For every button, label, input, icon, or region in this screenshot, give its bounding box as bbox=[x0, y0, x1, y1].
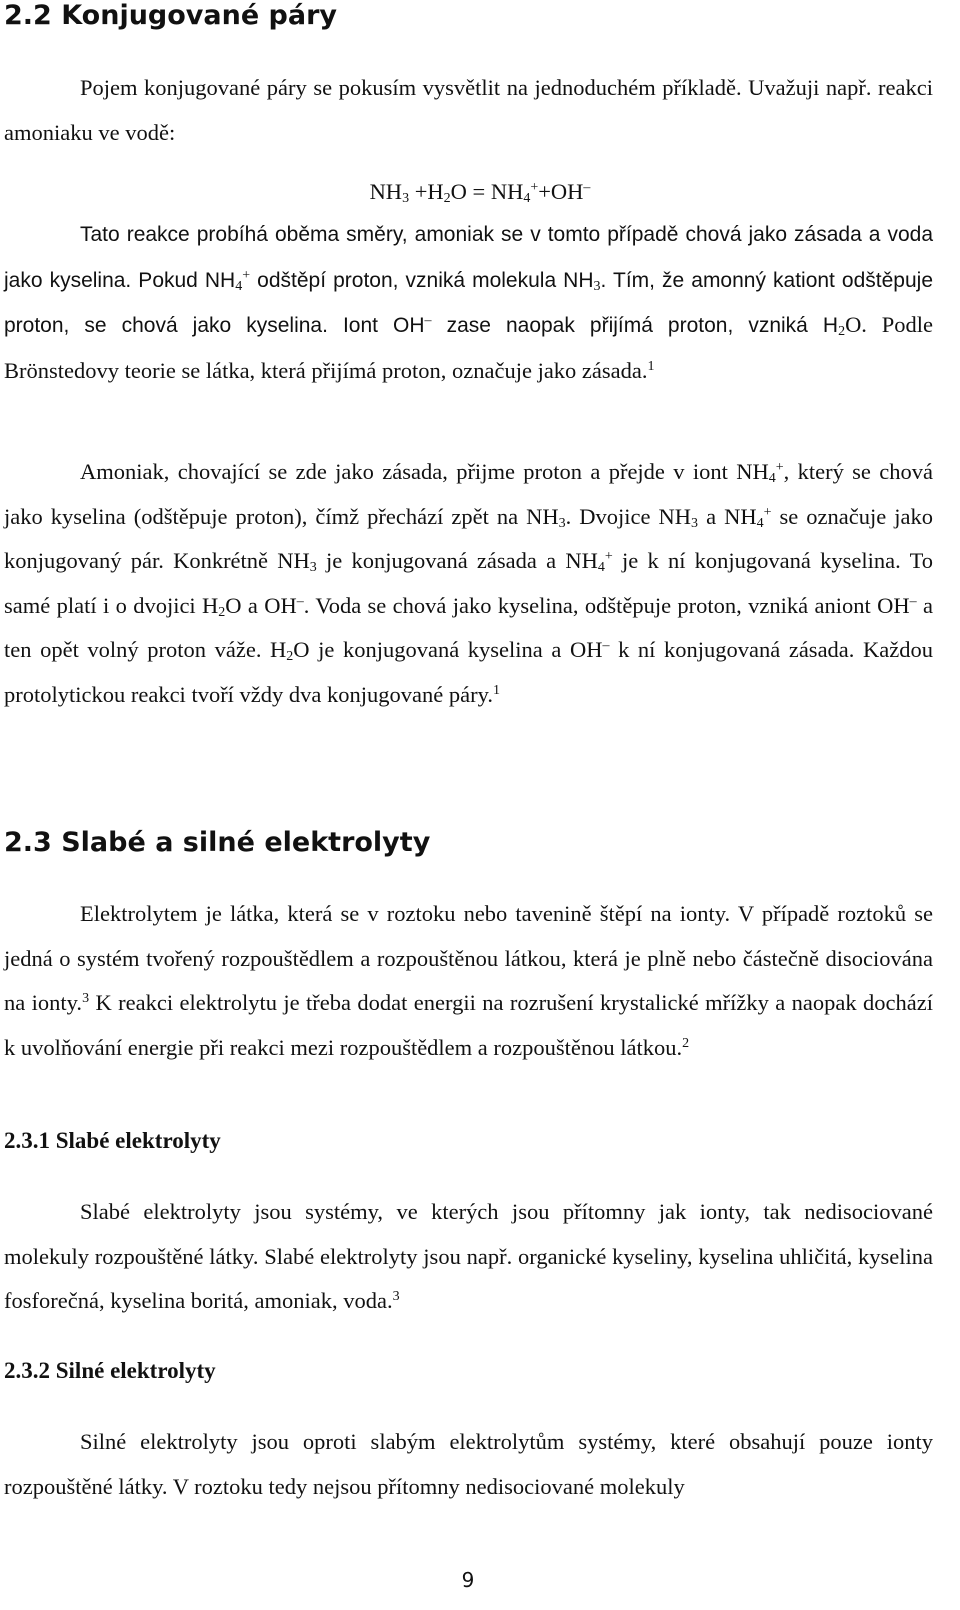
paragraph-text: je k ní konjugovaná kyselina. To samé platí i o dvojici H bbox=[4, 548, 933, 618]
paragraph-text: Amoniak, chovající se zde jako zásada, přijme proton a přejde v iont NH bbox=[80, 459, 769, 484]
paragraph-text: Tato reakce probíhá oběma směry, amoniak se v tomto případě chová jako zásada a voda jako kyselina. Pokud NH bbox=[4, 223, 933, 292]
superscript: – bbox=[296, 593, 304, 609]
paragraph-text: a ten opět volný proton váže. H bbox=[4, 592, 933, 662]
subscript: 4 bbox=[235, 278, 243, 294]
citation-reference: 2 bbox=[682, 1035, 690, 1051]
eq-subscript: 2 bbox=[443, 191, 451, 206]
subsection-heading-2-3-2: 2.3.2 Silné elektrolyty bbox=[4, 1358, 216, 1383]
subscript: 4 bbox=[756, 515, 764, 531]
subsection-heading-2-3-1: 2.3.1 Slabé elektrolyty bbox=[4, 1128, 221, 1153]
paragraph-text: . Voda se chová jako kyselina, odštěpuje proton, vzniká aniont OH bbox=[303, 592, 910, 618]
subscript: 3 bbox=[558, 515, 566, 531]
paragraph-conjugate-pair bbox=[4, 450, 933, 717]
paragraph-text: Elektrolytem je látka, která se v roztoku nebo tavenině štěpí na ionty. V případě roztoků se jedná o systém tvořený rozpouštědlem a rozpouštěnou látkou, která je plně nebo částečně disociována na ionty. bbox=[4, 901, 933, 1015]
paragraph-text: O. Podle Brönstedovy teorie se látka, která přijímá proton, označuje jako zásada. bbox=[4, 312, 934, 383]
subscript: 2 bbox=[838, 324, 846, 339]
paragraph-text: k ní konjugovaná zásada. Každou protolytickou reakci tvoří vždy dva konjugované páry. bbox=[4, 637, 933, 707]
paragraph-text: se označuje jako konjugovaný pár. Konkrétně NH bbox=[4, 503, 934, 573]
subscript: 2 bbox=[286, 649, 294, 664]
paragraph-text: O je konjugovaná kyselina a OH bbox=[293, 637, 603, 662]
eq-superscript: – bbox=[583, 180, 591, 195]
paragraph-text: , který se chová jako kyselina (odštěpuje proton), čímž přechází zpět na NH bbox=[4, 459, 933, 529]
section-heading-2-3: 2.3 Slabé a silné elektrolyty bbox=[4, 827, 431, 858]
paragraph-strong-electrolytes bbox=[4, 1420, 933, 1509]
superscript: + bbox=[775, 460, 784, 475]
page-number: 9 bbox=[461, 1568, 475, 1592]
eq-part: NH bbox=[369, 179, 403, 204]
subscript: 3 bbox=[593, 278, 601, 294]
subscript: 3 bbox=[309, 560, 317, 575]
citation-reference: 3 bbox=[82, 991, 90, 1006]
eq-subscript: 3 bbox=[402, 191, 410, 206]
section-heading-2-2: 2.2 Konjugované páry bbox=[4, 0, 338, 31]
paragraph-text: Slabé elektrolyty jsou systémy, ve kterých jsou přítomny jak ionty, tak nedisociované molekuly rozpouštěné látky. Slabé elektrolyty jsou např. organické kyseliny, kyselina uhličitá, kyselina fosforečná, kyselina boritá, amoniak, voda. bbox=[4, 1199, 933, 1313]
paragraph-text: . Tím, že amonný kationt odštěpuje proton, se chová jako kyselina. Iont OH bbox=[4, 268, 933, 337]
paragraph-text: Pojem konjugované páry se pokusím vysvětlit na jednoduchém příkladě. Uvažuji např. reakci amoniaku ve vodě: bbox=[4, 75, 933, 145]
subscript: 4 bbox=[597, 560, 605, 575]
paragraph-text: odštěpí proton, vzniká molekula NH bbox=[250, 268, 594, 292]
paragraph-text: K reakci elektrolytu je třeba dodat energii na rozrušení krystalické mřížky a naopak dochází k uvolňování energie při reakci mezi rozpouštědlem a rozpouštěnou látkou. bbox=[4, 990, 933, 1060]
superscript: – bbox=[909, 593, 917, 609]
superscript: – bbox=[424, 313, 432, 328]
superscript: – bbox=[602, 638, 610, 653]
eq-superscript: + bbox=[530, 180, 539, 195]
eq-subscript: 4 bbox=[523, 191, 531, 206]
paragraph-reaction-explanation bbox=[4, 212, 933, 393]
paragraph-intro bbox=[4, 66, 933, 155]
paragraph-text: O a OH bbox=[225, 592, 297, 618]
paragraph-text: . Dvojice NH bbox=[565, 503, 692, 529]
citation-reference: 1 bbox=[493, 682, 501, 698]
citation-reference: 1 bbox=[647, 358, 655, 374]
paragraph-text: Silné elektrolyty jsou oproti slabým elektrolytům systémy, které obsahují pouze ionty rozpouštěné látky. V roztoku tedy nejsou přítomny nedisociované molekuly bbox=[4, 1429, 933, 1499]
superscript: + bbox=[604, 549, 613, 564]
superscript: + bbox=[763, 504, 772, 520]
subscript: 3 bbox=[691, 515, 699, 531]
reaction-equation bbox=[0, 172, 960, 212]
paragraph-weak-electrolytes bbox=[4, 1190, 933, 1324]
superscript: + bbox=[242, 267, 251, 283]
paragraph-text: zase naopak přijímá proton, vzniká H bbox=[431, 314, 839, 337]
paragraph-text: je konjugovaná zásada a NH bbox=[316, 548, 598, 573]
paragraph-electrolytes bbox=[4, 892, 933, 1070]
eq-part: +OH bbox=[538, 179, 584, 204]
eq-part: +H bbox=[409, 179, 444, 204]
paragraph-text: a NH bbox=[698, 503, 757, 529]
citation-reference: 3 bbox=[392, 1289, 400, 1304]
subscript: 2 bbox=[218, 604, 226, 620]
subscript: 4 bbox=[768, 471, 776, 486]
eq-part: O = NH bbox=[450, 179, 524, 204]
